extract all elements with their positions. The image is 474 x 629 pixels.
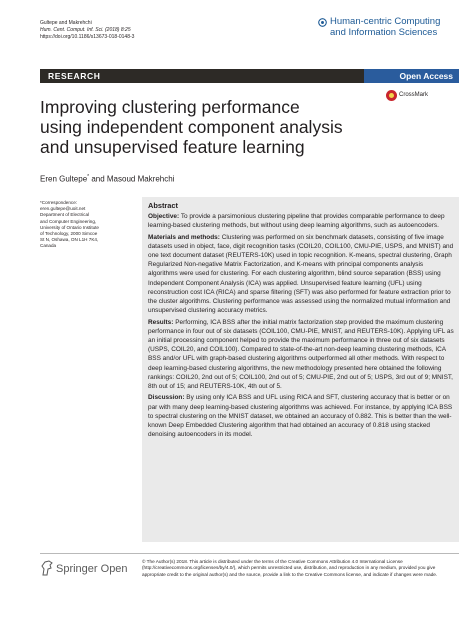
correspondence-block [40,200,126,250]
title-line-3: and unsupervised feature learning [40,137,305,157]
author-name: Eren Gultepe [40,174,88,184]
section-text: To provide a parsimonious clustering pipeline that provides comparable performance to deep learning-based clustering methods, but without using deep learning algorithms, such as autoencoders. [148,213,445,230]
license-text: © The Author(s) 2018. This article is distributed under the terms of the Creative Commons Attribution 4.0 International License (http://creativecommons.org/licenses/by/4.0/), which permits unrestricted use, distribution, and reproduction in any medium, provided you give appropriate credit to the original author(s) and the source, provide a link to the Creative Commons license, and indicate if changes were made. [142,559,438,577]
citation-block [40,20,134,41]
open-access-label: Open Access [399,71,453,81]
section-text: Performing, ICA BSS after the initial matrix factorization step provided the maximum clustering performance in four out of six datasets (COIL100, CMU-PIE, MNIST, and REUTERS-10K). Applying UFL as an initial processing component helped to provide the maximum performance in three out of six datasets (USPS, COIL20, and COIL100). Compared to state-of-the-art non-deep learning clustering methods, ICA BSS and/or UFL with graph-based clustering algorithms outperformed all other methods. With respect to deep learning-based clustering algorithms, the new methodology presented here obtained the following rankings: COIL20, 2nd out of 5; COIL100, 2nd out of 5; CMU-PIE, 2nd out of 5; USPS, 3rd out of 9; MNIST, 8th out of 15; and REUTERS-10K, 4th out of 5. [148,318,454,391]
open-access-badge [364,69,459,83]
author-name: and Masoud Makrehchi [89,174,175,184]
section-label: Objective: [148,213,180,220]
journal-logo-icon [318,18,327,27]
correspondence-line: *Correspondence: [40,200,78,205]
correspondence-line: Department of Electrical [40,212,90,218]
correspondence-line: University of Ontario Institute [40,224,99,230]
citation-authors: Gultepe and Makrehchi [40,20,92,26]
abstract-box [142,197,459,542]
citation-doi[interactable]: https://doi.org/10.1186/s13673-018-0148-3 [40,34,135,40]
correspondence-line: St N, Oshawa, ON L1H 7K4, [40,237,99,243]
publisher-logo [40,560,140,580]
article-type-bar [40,69,459,83]
corresponding-author-mark: * [87,174,90,180]
abstract-discussion [148,393,454,439]
journal-name-line2: and Information Sciences [330,27,438,38]
title-line-2: using independent component analysis [40,117,343,137]
crossmark-icon [386,90,397,101]
correspondence-line: of Technology, 2000 Simcoe [40,231,98,237]
springer-horse-icon [40,560,54,576]
abstract-content [148,201,454,442]
journal-brand [318,16,458,46]
section-text: By using only ICA BSS and UFL using RICA and SFT, clustering accuracy that is better or on par with many deep learning-based clustering algorithms was achieved. For instance, by applying ICA BSS to spectral clustering on the MNIST dataset, we obtained an accuracy of 0.882. This is better than the well-known Deep Embedded Clustering algorithm that had obtained an accuracy of 0.818 using stacked denoising autoencoders in its model. [148,394,453,439]
crossmark-label: CrossMark [399,92,429,98]
section-label: Materials and methods: [148,233,220,241]
journal-name [330,16,440,38]
section-label: Discussion: [148,394,185,402]
footer-divider [40,553,459,554]
correspondence-email[interactable]: eren.gultepe@uoit.net [40,206,86,212]
section-text: Clustering was performed on six benchmark datasets, consisting of five image datasets used in object, face, digit recognition tasks (COIL20, COIL100, CMU-PIE, USPS, and MNIST) and one text document dataset (REUTERS-10K) used in topic recognition. K-means, spectral clustering, Graph Regularized Non-negative Matrix Factorization, and K-means with principal components analysis algorithms were used for clustering. For each clustering algorithm, blind source separation (BSS) using Independent Component Analysis (ICA) was applied. Unsupervised feature learning (UFL) using reconstruction cost ICA (RICA) and sparse filtering (SFT) was also performed for feature extraction prior to the cluster algorithms. Clustering performance was assessed using the normalized mutual information and unsupervised clustering accuracy metrics. [148,233,454,315]
citation-journal: Hum. Cent. Comput. Inf. Sci. (2018) 8:25 [40,27,131,33]
article-type-label: RESEARCH [48,71,101,81]
section-label: Results: [148,318,174,326]
abstract-objective [148,212,454,230]
title-line-1: Improving clustering performance [40,97,300,117]
crossmark-badge[interactable] [386,89,458,103]
publisher-name: Springer Open [56,563,128,575]
article-title [40,97,380,157]
correspondence-line: and Computer Engineering, [40,218,97,224]
abstract-methods [148,233,454,316]
journal-name-line1: Human-centric Computing [330,16,441,27]
abstract-results [148,318,454,392]
abstract-heading: Abstract [148,201,178,210]
correspondence-line: Canada [40,243,57,249]
author-list [40,172,174,185]
